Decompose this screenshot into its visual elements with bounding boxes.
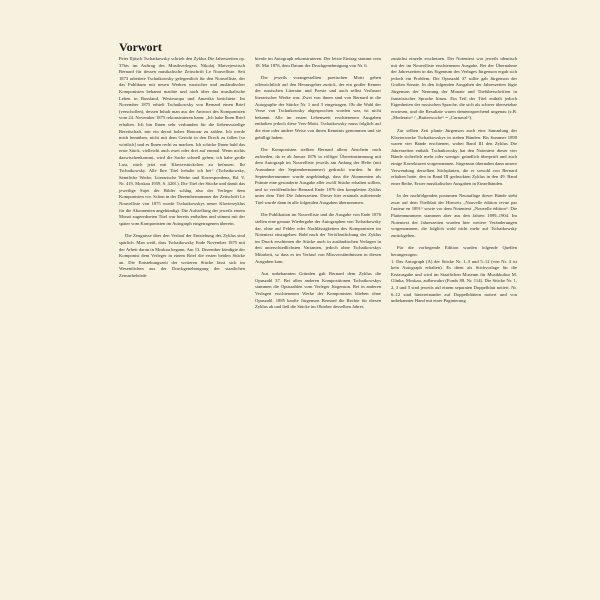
paragraph: Aus unbekannten Gründen gab Bernard dem Zyklus die Opuszahl 37. Bei allen anderen Kompositionen Tschaikowskys stammen die Opuszahlen vom Verleger Jürgenson. Bei in anderen Verlagen erschienenen Werke der Komponisten blieben ohne Opuszahl. 1885 kaufte Jürgenson Bernard die Rechte für diesen Zyklus ab und ließ die Stücke im Oktober desselben Jahres [255, 271, 381, 310]
paragraph: Die Komponisten stellten Bernard allem Anschein nach zufrieden, da er ab Januar 1876 in völliger Übereinstimmung mit dem Autograph im Nouvelliste jeweils am Anfang der Hefte (mit Ausnahme der Septembernummer) gedruckt wurden. In der Septembernummer wurde angekündigt, dass die Abonnenten als Prämie eine gesonderte Ausgabe aller zwölf Stücke erhalten sollten, und so veröffentlichte Bernard Ende 1876 den kompletten Zyklus unter dem Titel Die Jahreszeiten. Dieser hier erstmals auftretende Titel wurde dann in alle folgenden Ausgaben übernommen. [255, 147, 381, 205]
paragraph: Peter Iljitsch Tschaikowsky schrieb den Zyklus Die Jahreszeiten op. 37bis im Auftrag des Musikverlegers Nikolaj Matvejewitsch Bernard für dessen musikalische Zeitschrift Le Nouvelliste. Seit 1873 arbeitete Tschaikowsky gelegentlich für den Nouvelliste, der das Publikum mit neuen Werken russischer und ausländischer Komponisten bekannt machte und auch über das musikalische Leben in Russland, Westeuropa und Amerika berichtete. Im November 1875 erhielt Tschaikowsky von Bernard einen Brief (verschollen), dessen Inhalt man aus der Antwort des Komponisten vom 24. November 1875 rekonstruieren kann: „Ich habe Ihren Brief erhalten. Ich bin Ihnen sehr verbunden für die liebenswürdige Bereitschaft, mir ein derart hohes Honorar zu zahlen. Ich werde mich bemühen, nicht mit dem Gericht in den Dreck zu fallen [so wörtlich] und es Ihnen recht zu machen. Ich schicke Ihnen bald das erste Stück, vielleicht auch zwei oder drei auf einmal. Wenn nichts dazwischenkommt, wird die Sache schnell gehen; ich habe große Lust, mich jetzt mit Klavierstückchen zu befassen. Ihr Tschaikowsky. Alle Ihre Titel behalte ich bei“ (Tschaikowsky, Sämtliche Werke, Literarische Werke und Korrespondenz, Bd. V, Nr. 419, Moskau 1959, S. 420f.). Die Titel der Stücke und damit das jeweilige Sujet der Bilder schlug also der Verleger dem Komponisten vor. Schon in der Dezembernummer der Zeitschrift Le Nouvelliste von 1875 wurde Tschaikowskys neuer Klavierzyklus für die Abonnenten angekündigt. Die Aufstellung der jeweils einem Monat zugeordneten Titel war bereits enthalten und stimmt mit der später vom Komponisten im Autograph eingetragenen überein. [119, 56, 245, 226]
paragraph: 1. Das Autograph (A) der Stücke Nr. 1–3 und 5–12 (von Nr. 4 ist kein Autograph erhalten). Es dient als Stichvorlage für die Erstausgabe und wird im Staatlichen Museum für Musikkultur M. Glinka, Moskau, aufbewahrt (Fonds 88, Nr. 114). Die Stücke Nr. 1, 2, 3 und 5 sind jeweils auf einem separaten Doppelblatt notiert. Nr. 6–12 sind hintereinander auf Doppelblättern notiert und von unbekannter Hand mit einer Paginierung [391, 258, 517, 304]
paragraph: bierde im Autograph rekonstruieren. Der letzte Eintrag stammt vom 18. Mai 1876, dem Datum der Druckgenehmigung von Nr. 6. [255, 56, 381, 68]
paragraph: Die Publikation im Nouvelliste und die Ausgabe von Ende 1876 stellen eine genaue Wiedergabe der Autographen von Tschaikowsky dar, ohne auf Fehler oder Nachlässigkeiten des Komponisten im Notentext einzugehen. Bald nach der Veröffentlichung des Zyklus im Druck erschienen die Stücke auch in ausländischen Verlagen in den unterschiedlichsten Varianten, jedoch ohne Tschaikowskys Mitarbeit, so dass es im Verlauf von Missverständnissen in diesen Ausgaben kam. [255, 212, 381, 264]
paragraph: Die Zeugnisse über den Verlauf der Entstehung des Zyklus sind spärlich. Man weiß, dass Tschaikowsky Ende November 1875 mit der Arbeit daran in Moskau begann. Am 13. Dezember kündigte der Komponist dem Verleger in einem Brief die ersten beiden Stücke an. Die Entstehungszeit der weiteren Stücke lässt sich im Wesentlichen aus der Druckgenehmigung der staatlichen Zensurbehörde [119, 233, 245, 278]
paragraph: Für die vorliegende Edition wurden folgende Quellen herangezogen: [391, 245, 517, 258]
column-1 [119, 56, 245, 311]
paragraph: Zur selben Zeit plante Jürgenson auch eine Sammlung der Klavierwerke Tschaikowskys in sieben Bänden. Bis Sommer 1890 waren vier Bände erschienen, wobei Band III den Zyklus Die Jahreszeiten enthält. Tschaikowsky hat den Notentext dieser vier Bände sicherlich mehr oder weniger gründlich überprüft und auch einige Korrekturen vorgenommen. Jürgenson übernahm dann unsere Verwendung derselben Stichplatten, die er sowohl von Bernard erhalten hatte, den in Band III gedruckten Zyklus in den 49. Band einer Reihe, Erster musikalischer Ausgaben in Einzelbänden. [391, 127, 517, 186]
paragraph: zunächst einzeln erscheinen. Der Notentext war jeweils identisch mit der im Nouvelliste erschienenen Ausgabe. Bei der Übernahme der Jahreszeiten in das Eigentum des Verlages Jürgenson ergab sich jedoch ein Problem. Die Opuszahl 37 sollte gab Jürgenson der Großen Sonate. In den folgenden Ausgaben der Jahreszeiten fügte Jürgenson der Nennung der Monate und Titelüberschriften in französischer Sprache hinzu. Ein Teil der Titel enthält jedoch Eigenheiten der russischen Sprache, die sich als schwer übersetzbar erwiesen, und die Resultate waren dementsprechend ungenau (z.B. „Moderato“ / „Butterwoche“ = „Carnaval“). [391, 56, 517, 121]
paragraph: Die jeweils vorangestellten poetischen Motti gehen offensichtlich auf den Herausgeber zurück, der ein großer Kenner der russischen Literatur und Poesie und auch selbst Verfasser literarischer Werke war. Zwei von ihnen sind von Bernard in die Autographe der Stücke Nr. 1 und 3 eingetragen. Ob die Wahl der Verse von Tschaikowsky abgesprochen worden war, ist nicht bekannt. Alle im ersten Lebenszeit erschienenen Ausgaben enthalten jedoch diese Vers-Motti. Tschaikowsky muss folglich auf die eine oder andere Weise von ihnen Kenntnis genommen und sie gebilligt haben. [255, 75, 381, 140]
column-3 [391, 56, 517, 311]
text-columns [119, 56, 519, 311]
page-title: Vorwort [119, 40, 162, 54]
column-2 [255, 56, 381, 311]
paragraph: In der nachfolgenden postumen Neuauflage dieser Bände steht zwar auf dem Titelblatt der Hinweis „Nouvelle édition revue par l'auteur en 1891“ sowie vor dem Notentext „Nouvelle édition“. Die Plattennummern stammen aber aus den Jahren 1899–1904. Im Notentext der Jahreszeiten wurden hier weitere Veränderungen vorgenommen, die folglich wohl nicht mehr auf Tschaikowsky zurückgehen. [391, 193, 517, 238]
